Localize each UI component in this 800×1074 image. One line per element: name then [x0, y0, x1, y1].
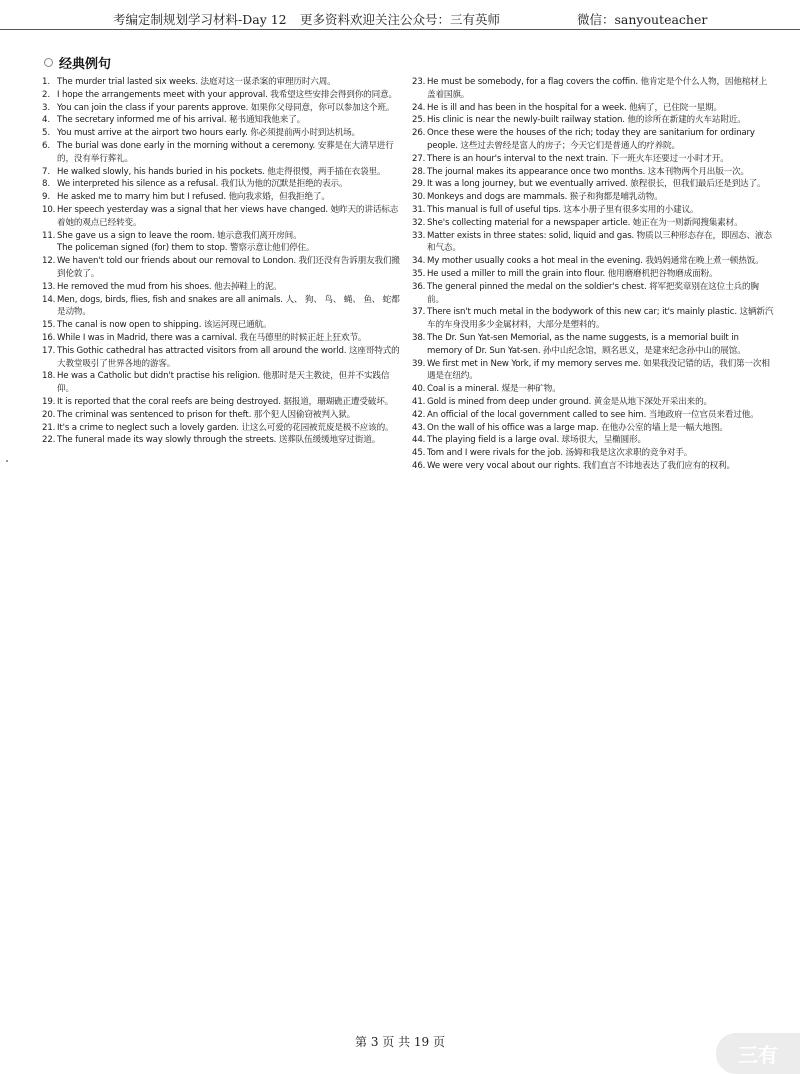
item-number: 36. — [412, 281, 426, 292]
item-text: The playing field is a large oval. 球场很大，呈椭圆形。 — [427, 435, 646, 446]
item-text: The funeral made its way slowly through the streets. 送葬队伍缓缓地穿过街道。 — [57, 435, 381, 446]
stray-dot — [6, 460, 8, 462]
list-item — [412, 114, 774, 127]
list-item — [42, 204, 404, 230]
item-text: Gold is mined from deep under ground. 黄金是从地下深处开采出来的。 — [427, 396, 712, 407]
item-number: 3. — [42, 102, 50, 113]
item-text: Matter exists in three states: solid, liquid and gas. 物质以三种形态存在，即固态、液态和气态。 — [427, 230, 772, 254]
item-text: It's a crime to neglect such a lovely garden. 让这么可爱的花园被荒废是极不应该的。 — [57, 422, 394, 433]
list-item — [412, 306, 774, 332]
list-item — [412, 383, 774, 396]
list-item — [42, 332, 404, 345]
item-text: The general pinned the medal on the soldier's chest. 将军把奖章别在这位士兵的胸前。 — [427, 281, 759, 305]
list-item — [412, 358, 774, 384]
item-text: This Gothic cathedral has attracted visitors from all around the world. 这座哥特式的大教堂吸引了世界各地的游客。 — [57, 345, 400, 369]
item-text: We interpreted his silence as a refusal. 我们认为他的沉默是拒绝的表示。 — [57, 179, 348, 190]
item-text: The criminal was sentenced to prison for theft. 那个犯人因偷窃被判入狱。 — [57, 409, 356, 420]
item-number: 8. — [42, 179, 50, 190]
item-number: 33. — [412, 230, 426, 241]
list-item — [42, 255, 404, 281]
list-item — [42, 370, 404, 396]
item-text: She's collecting material for a newspaper article. 她正在为一则新闻搜集素材。 — [427, 217, 743, 228]
item-number: 2. — [42, 89, 50, 100]
item-text: My mother usually cooks a hot meal in the evening. 我妈妈通常在晚上煮一顿热饭。 — [427, 256, 764, 267]
item-number: 31. — [412, 204, 426, 215]
item-text: The journal makes its appearance once two months. 这本刊物两个月出版一次。 — [427, 166, 750, 177]
item-text: You can join the class if your parents approve. 如果你父母同意，你可以参加这个班。 — [57, 102, 395, 113]
list-item — [412, 268, 774, 281]
item-text: There is an hour's interval to the next train. 下一班火车还要过一小时才开。 — [427, 153, 729, 164]
section-heading — [44, 53, 111, 72]
item-text: Coal is a mineral. 煤是一种矿物。 — [427, 384, 561, 395]
item-text: The burial was done early in the morning without a ceremony. 安葬是在大清早进行的，没有举行葬礼。 — [57, 140, 394, 164]
item-number: 40. — [412, 384, 426, 395]
left-column — [42, 76, 404, 447]
list-item — [412, 230, 774, 256]
list-item — [42, 242, 404, 255]
item-number: 18. — [42, 371, 56, 382]
item-number: 19. — [42, 396, 56, 407]
list-item — [42, 230, 404, 243]
item-number: 32. — [412, 217, 426, 228]
item-number: 24. — [412, 102, 426, 113]
item-text: He asked me to marry him but I refused. 他向我求婚，但我拒绝了。 — [57, 192, 330, 203]
item-number: 43. — [412, 422, 426, 433]
item-text: It was a long journey, but we eventually arrived. 旅程很长，但我们最后还是到达了。 — [427, 179, 766, 190]
item-text: This manual is full of useful tips. 这本小册子里有很多实用的小建议。 — [427, 204, 699, 215]
item-number: 46. — [412, 460, 426, 471]
item-text: While I was in Madrid, there was a carnival. 我在马德里的时候正赶上狂欢节。 — [57, 332, 367, 343]
page-footer: 第 3 页 共 19 页 — [355, 1035, 445, 1049]
item-number: 38. — [412, 332, 426, 343]
list-item — [42, 127, 404, 140]
list-item — [412, 204, 774, 217]
list-item — [42, 114, 404, 127]
item-text: Tom and I were rivals for the job. 汤姆和我是这次求职的竞争对手。 — [427, 448, 693, 459]
item-number: 12. — [42, 256, 56, 267]
item-number: 7. — [42, 166, 50, 177]
item-text: He must be somebody, for a flag covers the coffin. 他肯定是个什么人物，因他棺材上盖着国旗。 — [427, 77, 768, 100]
item-text: She gave us a sign to leave the room. 她示意我们离开房间。 — [57, 230, 302, 241]
list-item — [42, 319, 404, 332]
right-column — [412, 76, 774, 473]
list-item — [412, 153, 774, 166]
item-number: 23. — [412, 77, 426, 87]
list-item — [412, 460, 774, 473]
list-item — [412, 102, 774, 115]
item-number: 6. — [42, 140, 50, 151]
item-text: He was a Catholic but didn't practise his religion. 他那时是天主教徒，但并不实践信仰。 — [57, 371, 390, 395]
list-item — [412, 434, 774, 447]
item-number: 28. — [412, 166, 426, 177]
list-item — [412, 255, 774, 268]
item-number: 41. — [412, 396, 426, 407]
list-item — [412, 191, 774, 204]
item-text: It is reported that the coral reefs are being destroyed. 据报道，珊瑚礁正遭受破坏。 — [57, 396, 394, 407]
item-number: 44. — [412, 435, 426, 446]
item-number: 37. — [412, 307, 426, 318]
item-text: There isn't much metal in the bodywork of this new car; it's mainly plastic. 这辆新汽车的车身没用多少金属材料，大部分是塑料的。 — [427, 307, 774, 331]
item-number: 39. — [412, 358, 426, 369]
header-promo: 更多资料欢迎关注公众号：三有英师 — [300, 12, 501, 27]
list-item — [42, 422, 404, 435]
page-header — [0, 0, 800, 30]
item-number: 4. — [42, 115, 50, 126]
list-item — [412, 281, 774, 307]
item-number: 21. — [42, 422, 56, 433]
list-item — [42, 191, 404, 204]
item-text: The policeman signed (for) them to stop. 警察示意让他们停住。 — [57, 243, 315, 254]
item-text: The secretary informed me of his arrival. 秘书通知我他来了。 — [57, 115, 306, 126]
item-text: Once these were the houses of the rich; today they are sanitarium for ordinary people. 这些过去曾经是富人的房子；今天它们是普通人的疗养院。 — [427, 128, 755, 151]
item-text: On the wall of his office was a large map. 在他办公室的墙上是一幅大地图。 — [427, 422, 728, 433]
item-number: 10. — [42, 204, 56, 215]
item-number: 25. — [412, 115, 426, 126]
item-number: 1. — [42, 77, 50, 87]
item-number: 35. — [412, 268, 426, 279]
item-number: 42. — [412, 409, 426, 420]
item-number: 45. — [412, 448, 426, 459]
item-text: We first met in New York, if my memory serves me. 如果我没记错的话，我们第一次相遇是在纽约。 — [427, 358, 770, 382]
item-number: 11. — [42, 230, 56, 241]
item-text: We haven't told our friends about our removal to London. 我们还没有告诉朋友我们搬到伦敦了。 — [57, 256, 400, 279]
item-number: 14. — [42, 294, 56, 305]
circle-bullet-icon — [44, 58, 53, 67]
list-item — [42, 76, 404, 89]
item-number: 17. — [42, 345, 56, 356]
item-number: 34. — [412, 256, 426, 267]
list-item — [412, 217, 774, 230]
header-wechat: 微信：sanyouteacher — [577, 12, 708, 27]
list-item — [412, 332, 774, 358]
list-item — [42, 89, 404, 102]
list-item — [412, 396, 774, 409]
item-text: The canal is now open to shipping. 该运河现已通航。 — [57, 320, 272, 331]
item-text: The Dr. Sun Yat-sen Memorial, as the name suggests, is a memorial built in memory of Dr. Sun Yat-sen. 孙中山纪念馆，顾名思义，是建来纪念孙中山的展馆。 — [427, 332, 746, 356]
item-number: 5. — [42, 128, 50, 139]
list-item — [412, 127, 774, 153]
item-text: Men, dogs, birds, flies, fish and snakes are all animals. 人、 狗、 鸟、 蝇、 鱼、 蛇都是动物。 — [57, 294, 400, 318]
item-number: 20. — [42, 409, 56, 420]
list-item — [42, 409, 404, 422]
list-item — [42, 140, 404, 166]
item-text: The murder trial lasted six weeks. 法庭对这一谋杀案的审理历时六周。 — [57, 77, 336, 87]
list-item — [42, 281, 404, 294]
item-number: 22. — [42, 435, 56, 446]
item-text: His clinic is near the newly-built railway station. 他的诊所在新建的火车站附近。 — [427, 115, 746, 126]
item-text: He used a miller to mill the grain into flour. 他用磨磨机把谷物磨成面粉。 — [427, 268, 718, 279]
item-text: Her speech yesterday was a signal that her views have changed. 她昨天的讲话标志着她的观点已经转变。 — [57, 204, 399, 228]
item-number: 13. — [42, 281, 56, 292]
item-text: An official of the local government called to see him. 当地政府一位官员来看过他。 — [427, 409, 759, 420]
item-number: 9. — [42, 192, 50, 203]
watermark-logo: 三有 — [716, 1033, 800, 1074]
list-item — [412, 447, 774, 460]
list-item — [42, 178, 404, 191]
item-text: He removed the mud from his shoes. 他去掉鞋上的泥。 — [57, 281, 282, 292]
item-number: 30. — [412, 192, 426, 203]
item-text: We were very vocal about our rights. 我们直言不讳地表达了我们应有的权利。 — [427, 460, 735, 471]
list-item — [42, 166, 404, 179]
item-number: 16. — [42, 332, 56, 343]
list-item — [42, 102, 404, 115]
list-item — [412, 76, 774, 102]
list-item — [412, 166, 774, 179]
item-number: 15. — [42, 320, 56, 331]
list-item — [42, 434, 404, 447]
item-text: He is ill and has been in the hospital for a week. 他病了，已住院一星期。 — [427, 102, 723, 113]
item-number: 29. — [412, 179, 426, 190]
list-item — [412, 422, 774, 435]
list-item — [42, 294, 404, 320]
list-item — [412, 409, 774, 422]
item-number: 26. — [412, 128, 426, 139]
header-title: 考编定制规划学习材料-Day 12 — [113, 12, 287, 27]
item-text: You must arrive at the airport two hours early. 你必须提前两小时到达机场。 — [57, 128, 360, 139]
item-text: I hope the arrangements meet with your approval. 我希望这些安排会得到你的同意。 — [57, 89, 397, 100]
list-item — [42, 345, 404, 371]
list-item — [42, 396, 404, 409]
item-text: Monkeys and dogs are mammals. 猴子和狗都是哺乳动物。 — [427, 192, 663, 203]
item-text: He walked slowly, his hands buried in his pockets. 他走得很慢，两手插在衣袋里。 — [57, 166, 386, 177]
list-item — [412, 178, 774, 191]
item-number: 27. — [412, 153, 426, 164]
section-title: 经典例句 — [59, 57, 112, 72]
